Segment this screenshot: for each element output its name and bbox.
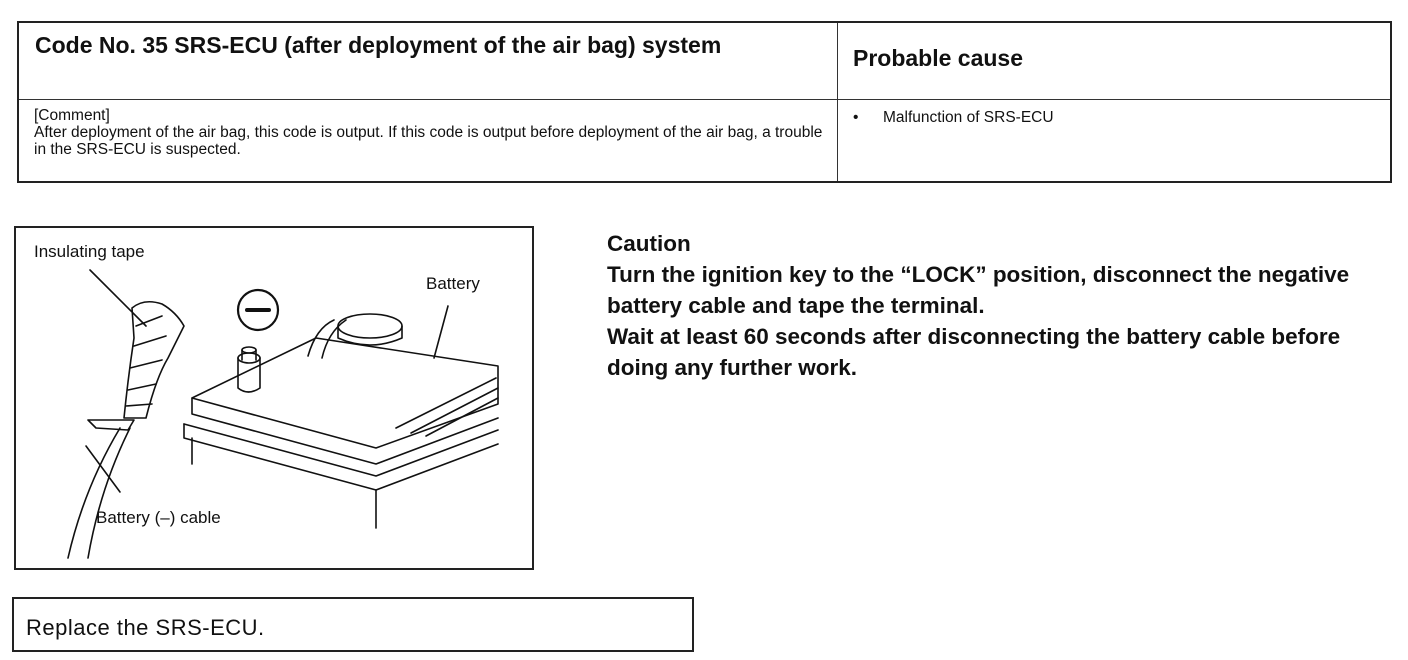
caution-block xyxy=(607,228,1397,383)
code-title: Code No. 35 SRS-ECU (after deployment of the air bag) system xyxy=(35,32,722,58)
caution-line-1: Turn the ignition key to the “LOCK” position, disconnect the negative battery cable and tape the terminal. xyxy=(607,262,1350,318)
comment-text: After deployment of the air bag, this code is output. If this code is output before deployment of the air bag, a trouble in the SRS-ECU is suspected. xyxy=(34,124,823,158)
diagnostic-code-table xyxy=(17,21,1392,183)
bullet-icon: • xyxy=(853,109,859,126)
label-battery: Battery xyxy=(426,274,480,293)
cause-item-text: Malfunction of SRS-ECU xyxy=(883,109,1054,126)
probable-cause-heading: Probable cause xyxy=(853,45,1024,71)
comment-label: [Comment] xyxy=(34,107,110,124)
label-battery-cable: Battery (–) cable xyxy=(96,508,221,527)
instruction-text: Replace the SRS-ECU. xyxy=(26,615,265,640)
comment-block xyxy=(34,107,824,158)
caution-line-2: Wait at least 60 seconds after disconnecting the battery cable before doing any further work. xyxy=(607,324,1341,380)
instruction-box xyxy=(12,597,694,652)
label-insulating-tape: Insulating tape xyxy=(34,242,145,261)
caution-heading: Caution xyxy=(607,231,691,256)
row-divider xyxy=(19,99,1390,100)
battery-illustration xyxy=(14,226,534,570)
column-divider xyxy=(837,23,838,181)
cause-list-item xyxy=(853,109,1054,127)
